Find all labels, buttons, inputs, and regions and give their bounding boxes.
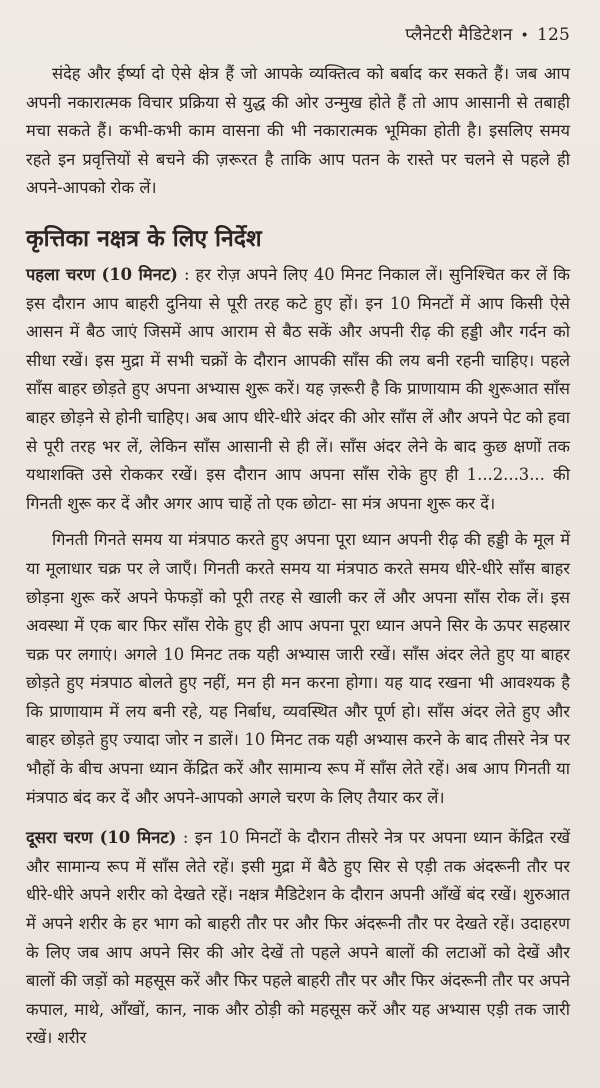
step1-paragraph bbox=[26, 261, 570, 518]
intro-paragraph: संदेह और ईर्ष्या दो ऐसे क्षेत्र हैं जो आपके व्यक्तित्व को बर्बाद कर सकते हैं। जब आप अपनी नकारात्मक विचार प्रक्रिया से युद्ध की ओर उन्मुख होते हैं तो आप आसानी से तबाही मचा सकते हैं। कभी-कभी काम वासना की भी नकारात्मक भूमिका होती है। इसलिए समय रहते इन प्रवृत्तियों से बचने की ज़रूरत है ताकि आप पतन के रास्ते पर चलने से पहले ही अपने-आपको रोक लें। bbox=[26, 64, 570, 198]
running-header bbox=[26, 22, 570, 48]
page-number: 125 bbox=[536, 25, 570, 45]
step2-paragraph bbox=[26, 824, 570, 1053]
step1-continuation-paragraph: गिनती गिनते समय या मंत्रपाठ करते हुए अपना पूरा ध्यान अपनी रीढ़ की हड्डी के मूल में या मूलाधार चक्र पर ले जाएँ। गिनती करते समय या मंत्रपाठ करते समय धीरे-धीरे साँस बाहर छोड़ना शुरू करें अपने फेफड़ों को पूरी तरह से खाली कर लें और अपना साँस रोक लें। इस अवस्था में एक बार फिर साँस रोके हुए ही आप अपना पूरा ध्यान अपने सिर के ऊपर सहस्रार चक्र पर लगाएं। अगले 10 मिनट तक यही अभ्यास जारी रखें। साँस अंदर लेते हुए या बाहर छोड़ते हुए मंत्रपाठ बोलते हुए नहीं, मन ही मन करना होगा। यह याद रखना भी आवश्यक है कि प्राणायाम में लय बनी रहे, यह निर्बाध, व्यवस्थित और पूर्ण हो। साँस अंदर लेते हुए और बाहर छोड़ते हुए ज्यादा जोर न डालें। 10 मिनट तक यही अभ्यास करने के बाद तीसरे नेत्र पर भौहों के बीच अपना ध्यान केंद्रित करें और सामान्य रूप में साँस लेते रहें। अब आप गिनती या मंत्रपाठ बंद कर दें और अपने-आपको अगले चरण के लिए तैयार कर लें। bbox=[26, 530, 570, 807]
running-title: प्लैनेटरी मैडिटेशन bbox=[405, 25, 513, 45]
step1-label: पहला चरण (10 मिनट) bbox=[26, 264, 178, 284]
step1-text: : हर रोज़ अपने लिए 40 मिनट निकाल लें। सुनिश्चित कर लें कि इस दौरान आप बाहरी दुनिया से पूरी तरह कटे हुए हों। इन 10 मिनटों में आप किसी ऐसे आसन में बैठ जाएं जिसमें आप आराम से बैठ सकें और अपनी रीढ़ की हड्डी और गर्दन को सीधा रखें। इस मुद्रा में सभी चक्रों के दौरान आपकी साँस की लय बनी रहनी चाहिए। पहले साँस बाहर छोड़ते हुए अपना अभ्यास शुरू करें। यह ज़रूरी है कि प्राणायाम की शुरूआत साँस बाहर छोड़ने से होनी चाहिए। अब आप धीरे-धीरे अंदर की ओर साँस लें और अपने पेट को हवा से पूरी तरह भर लें, लेकिन साँस आसानी से ही लें। साँस अंदर लेने के बाद कुछ क्षणों तक यथाशक्ति उसे रोककर रखें। इस दौरान आप अपना साँस रोके हुए ही 1...2...3... की गिनती शुरू कर दें और अगर आप चाहें तो एक छोटा- सा मंत्र अपना शुरू कर दें। bbox=[26, 264, 570, 513]
step2-label: दूसरा चरण (10 मिनट) bbox=[26, 828, 177, 848]
step2-text: : इन 10 मिनटों के दौरान तीसरे नेत्र पर अपना ध्यान केंद्रित रखें और सामान्य रूप में साँस लेते रहें। इसी मुद्रा में बैठे हुए सिर से एड़ी तक अंदरूनी तौर पर धीरे-धीरे अपने शरीर को देखते रहें। नक्षत्र मैडिटेशन के दौरान अपनी आँखें बंद रखें। शुरुआत में अपने शरीर के हर भाग को बाहरी तौर पर और फिर अंदरूनी तौर पर देखते रहें। उदाहरण के लिए जब आप अपने सिर की ओर देखें तो पहले अपने बालों की लटाओं को देखें और बालों की जड़ों को महसूस करें और फिर पहले बाहरी तौर पर और फिर अंदरूनी तौर पर अपने कपाल, माथे, आँखों, कान, नाक और ठोड़ी को महसूस करें और यह अभ्यास एड़ी तक जारी रखें। शरीर bbox=[26, 828, 570, 1048]
header-separator: • bbox=[520, 28, 529, 44]
section-heading: कृत्तिका नक्षत्र के लिए निर्देश bbox=[26, 224, 262, 252]
